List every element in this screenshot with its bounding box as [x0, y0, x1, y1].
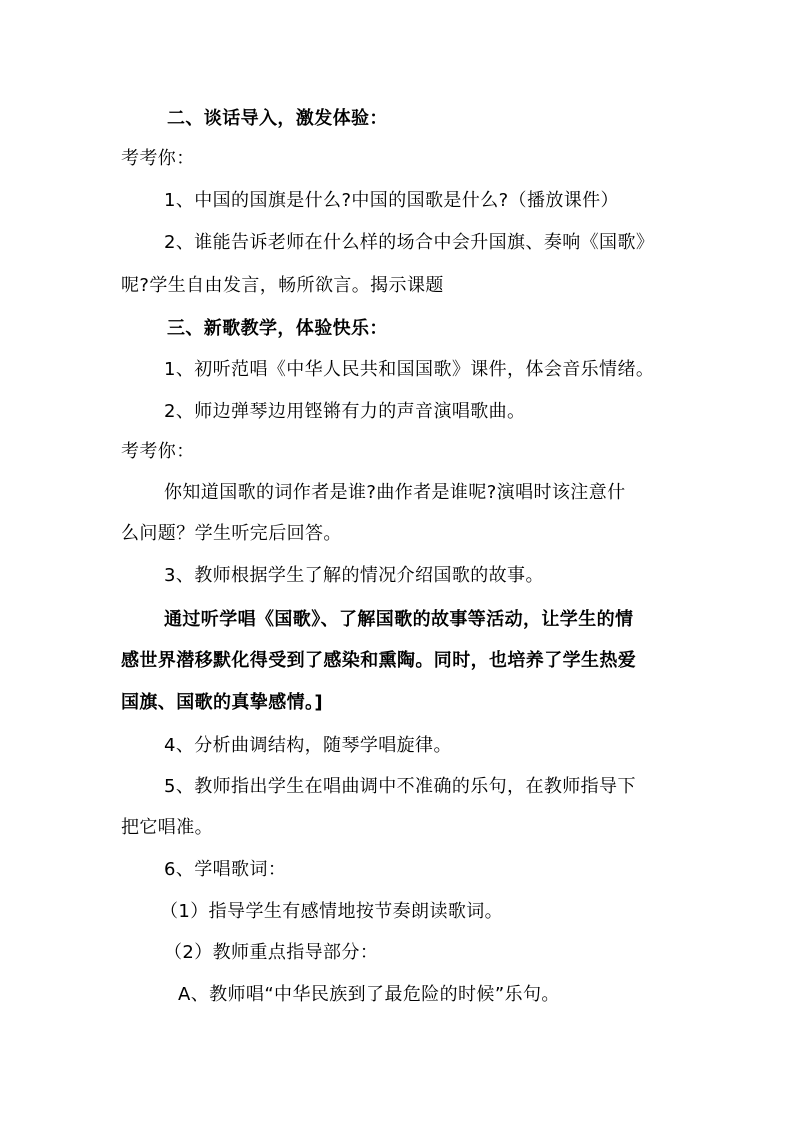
paragraph-line: 呢?学生自由发言，畅所欲言。揭示课题: [121, 275, 444, 296]
paragraph-line: （2）教师重点指导部分：: [164, 942, 379, 963]
paragraph-line: 3、教师根据学生了解的情况介绍国歌的故事。: [164, 565, 544, 586]
paragraph-line: 4、分析曲调结构，随琴学唱旋律。: [164, 735, 452, 756]
paragraph-line: 你知道国歌的词作者是谁?曲作者是谁呢?演唱时该注意什: [164, 482, 626, 503]
section-heading-new-song: 三、新歌教学，体验快乐：: [167, 318, 388, 339]
paragraph-line: A、教师唱“中华民族到了最危险的时候”乐句。: [178, 984, 560, 1005]
paragraph-line: 考考你：: [121, 441, 195, 462]
paragraph-line: 2、谁能告诉老师在什么样的场合中会升国旗、奏响《国歌》: [164, 232, 655, 253]
paragraph-line: 2、师边弹琴边用铿锵有力的声音演唱歌曲。: [164, 401, 526, 422]
paragraph-line: 1、中国的国旗是什么?中国的国歌是什么?（播放课件）: [164, 190, 619, 211]
paragraph-line: 1、初听范唱《中华人民共和国国歌》课件，体会音乐情绪。: [164, 359, 655, 380]
paragraph-line: 么问题？学生听完后回答。: [121, 523, 342, 544]
section-heading-intro: 二、谈话导入，激发体验：: [167, 108, 388, 129]
emphasis-line: 感世界潜移默化得受到了感染和熏陶。同时，也培养了学生热爱: [121, 650, 637, 671]
emphasis-line: 通过听学唱《国歌》、了解国歌的故事等活动，让学生的情: [164, 609, 634, 630]
emphasis-line: 国旗、国歌的真挚感情。]: [121, 692, 324, 713]
paragraph-line: 6、学唱歌词：: [164, 859, 287, 880]
paragraph-line: 把它唱准。: [121, 817, 213, 838]
paragraph-line: 考考你：: [121, 148, 195, 169]
paragraph-line: （1）指导学生有感情地按节奏朗读歌词。: [160, 901, 504, 922]
paragraph-line: 5、教师指出学生在唱曲调中不准确的乐句，在教师指导下: [164, 776, 636, 797]
